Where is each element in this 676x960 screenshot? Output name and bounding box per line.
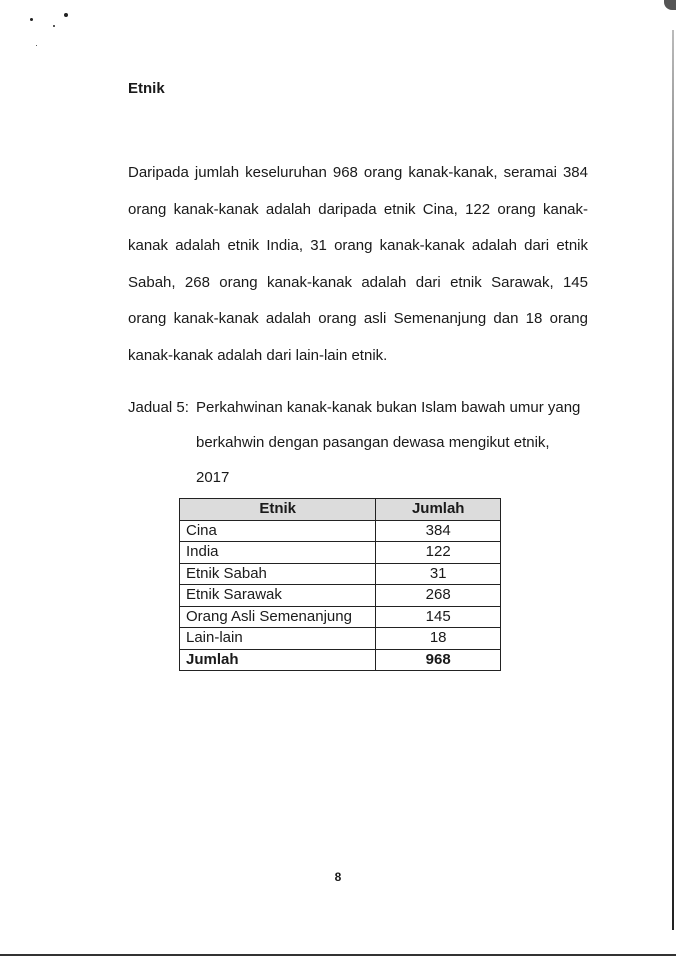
ethnic-table xyxy=(179,498,501,671)
row-ethnic: Cina xyxy=(180,520,376,542)
header-etnik: Etnik xyxy=(180,499,376,521)
table-row xyxy=(180,563,501,585)
total-count: 968 xyxy=(376,649,501,671)
row-ethnic: India xyxy=(180,542,376,564)
row-count: 18 xyxy=(376,628,501,650)
total-label: Jumlah xyxy=(180,649,376,671)
scan-corner-mark xyxy=(664,0,676,10)
table-row xyxy=(180,606,501,628)
scan-speck xyxy=(36,45,37,46)
body-paragraph: Daripada jumlah keseluruhan 968 orang kanak-kanak, seramai 384 orang kanak-kanak adalah daripada etnik Cina, 122 orang kanak-kanak adalah etnik India, 31 orang kanak-kanak adalah dari etnik Sabah, 268 orang kanak-kanak adalah dari etnik Sarawak, 145 orang kanak-kanak adalah orang asli Semenanjung dan 18 orang kanak-kanak adalah dari lain-lain etnik. xyxy=(128,164,588,364)
row-ethnic: Orang Asli Semenanjung xyxy=(180,606,376,628)
row-count: 122 xyxy=(376,542,501,564)
section-heading: Etnik xyxy=(128,80,165,97)
caption-text xyxy=(196,390,588,495)
table-caption xyxy=(128,390,588,495)
table-row xyxy=(180,542,501,564)
row-count: 31 xyxy=(376,563,501,585)
header-jumlah: Jumlah xyxy=(376,499,501,521)
table-row xyxy=(180,628,501,650)
row-count: 268 xyxy=(376,585,501,607)
scan-speck xyxy=(64,13,68,17)
row-count: 145 xyxy=(376,606,501,628)
table-row xyxy=(180,585,501,607)
table-header-row xyxy=(180,499,501,521)
caption-line: berkahwin dengan pasangan dewasa mengikut etnik, xyxy=(196,434,550,451)
row-ethnic: Etnik Sarawak xyxy=(180,585,376,607)
row-ethnic: Etnik Sabah xyxy=(180,563,376,585)
scan-speck xyxy=(53,25,55,27)
scan-edge-bottom xyxy=(0,954,676,956)
row-count: 384 xyxy=(376,520,501,542)
caption-label: Jadual 5: xyxy=(128,399,189,416)
page-number: 8 xyxy=(334,870,342,884)
table-total-row xyxy=(180,649,501,671)
caption-line: Perkahwinan kanak-kanak bukan Islam bawah umur yang xyxy=(196,399,581,416)
caption-line: 2017 xyxy=(196,469,230,486)
row-ethnic: Lain-lain xyxy=(180,628,376,650)
scan-speck xyxy=(30,18,33,21)
scan-edge-right xyxy=(672,30,674,930)
table-row xyxy=(180,520,501,542)
